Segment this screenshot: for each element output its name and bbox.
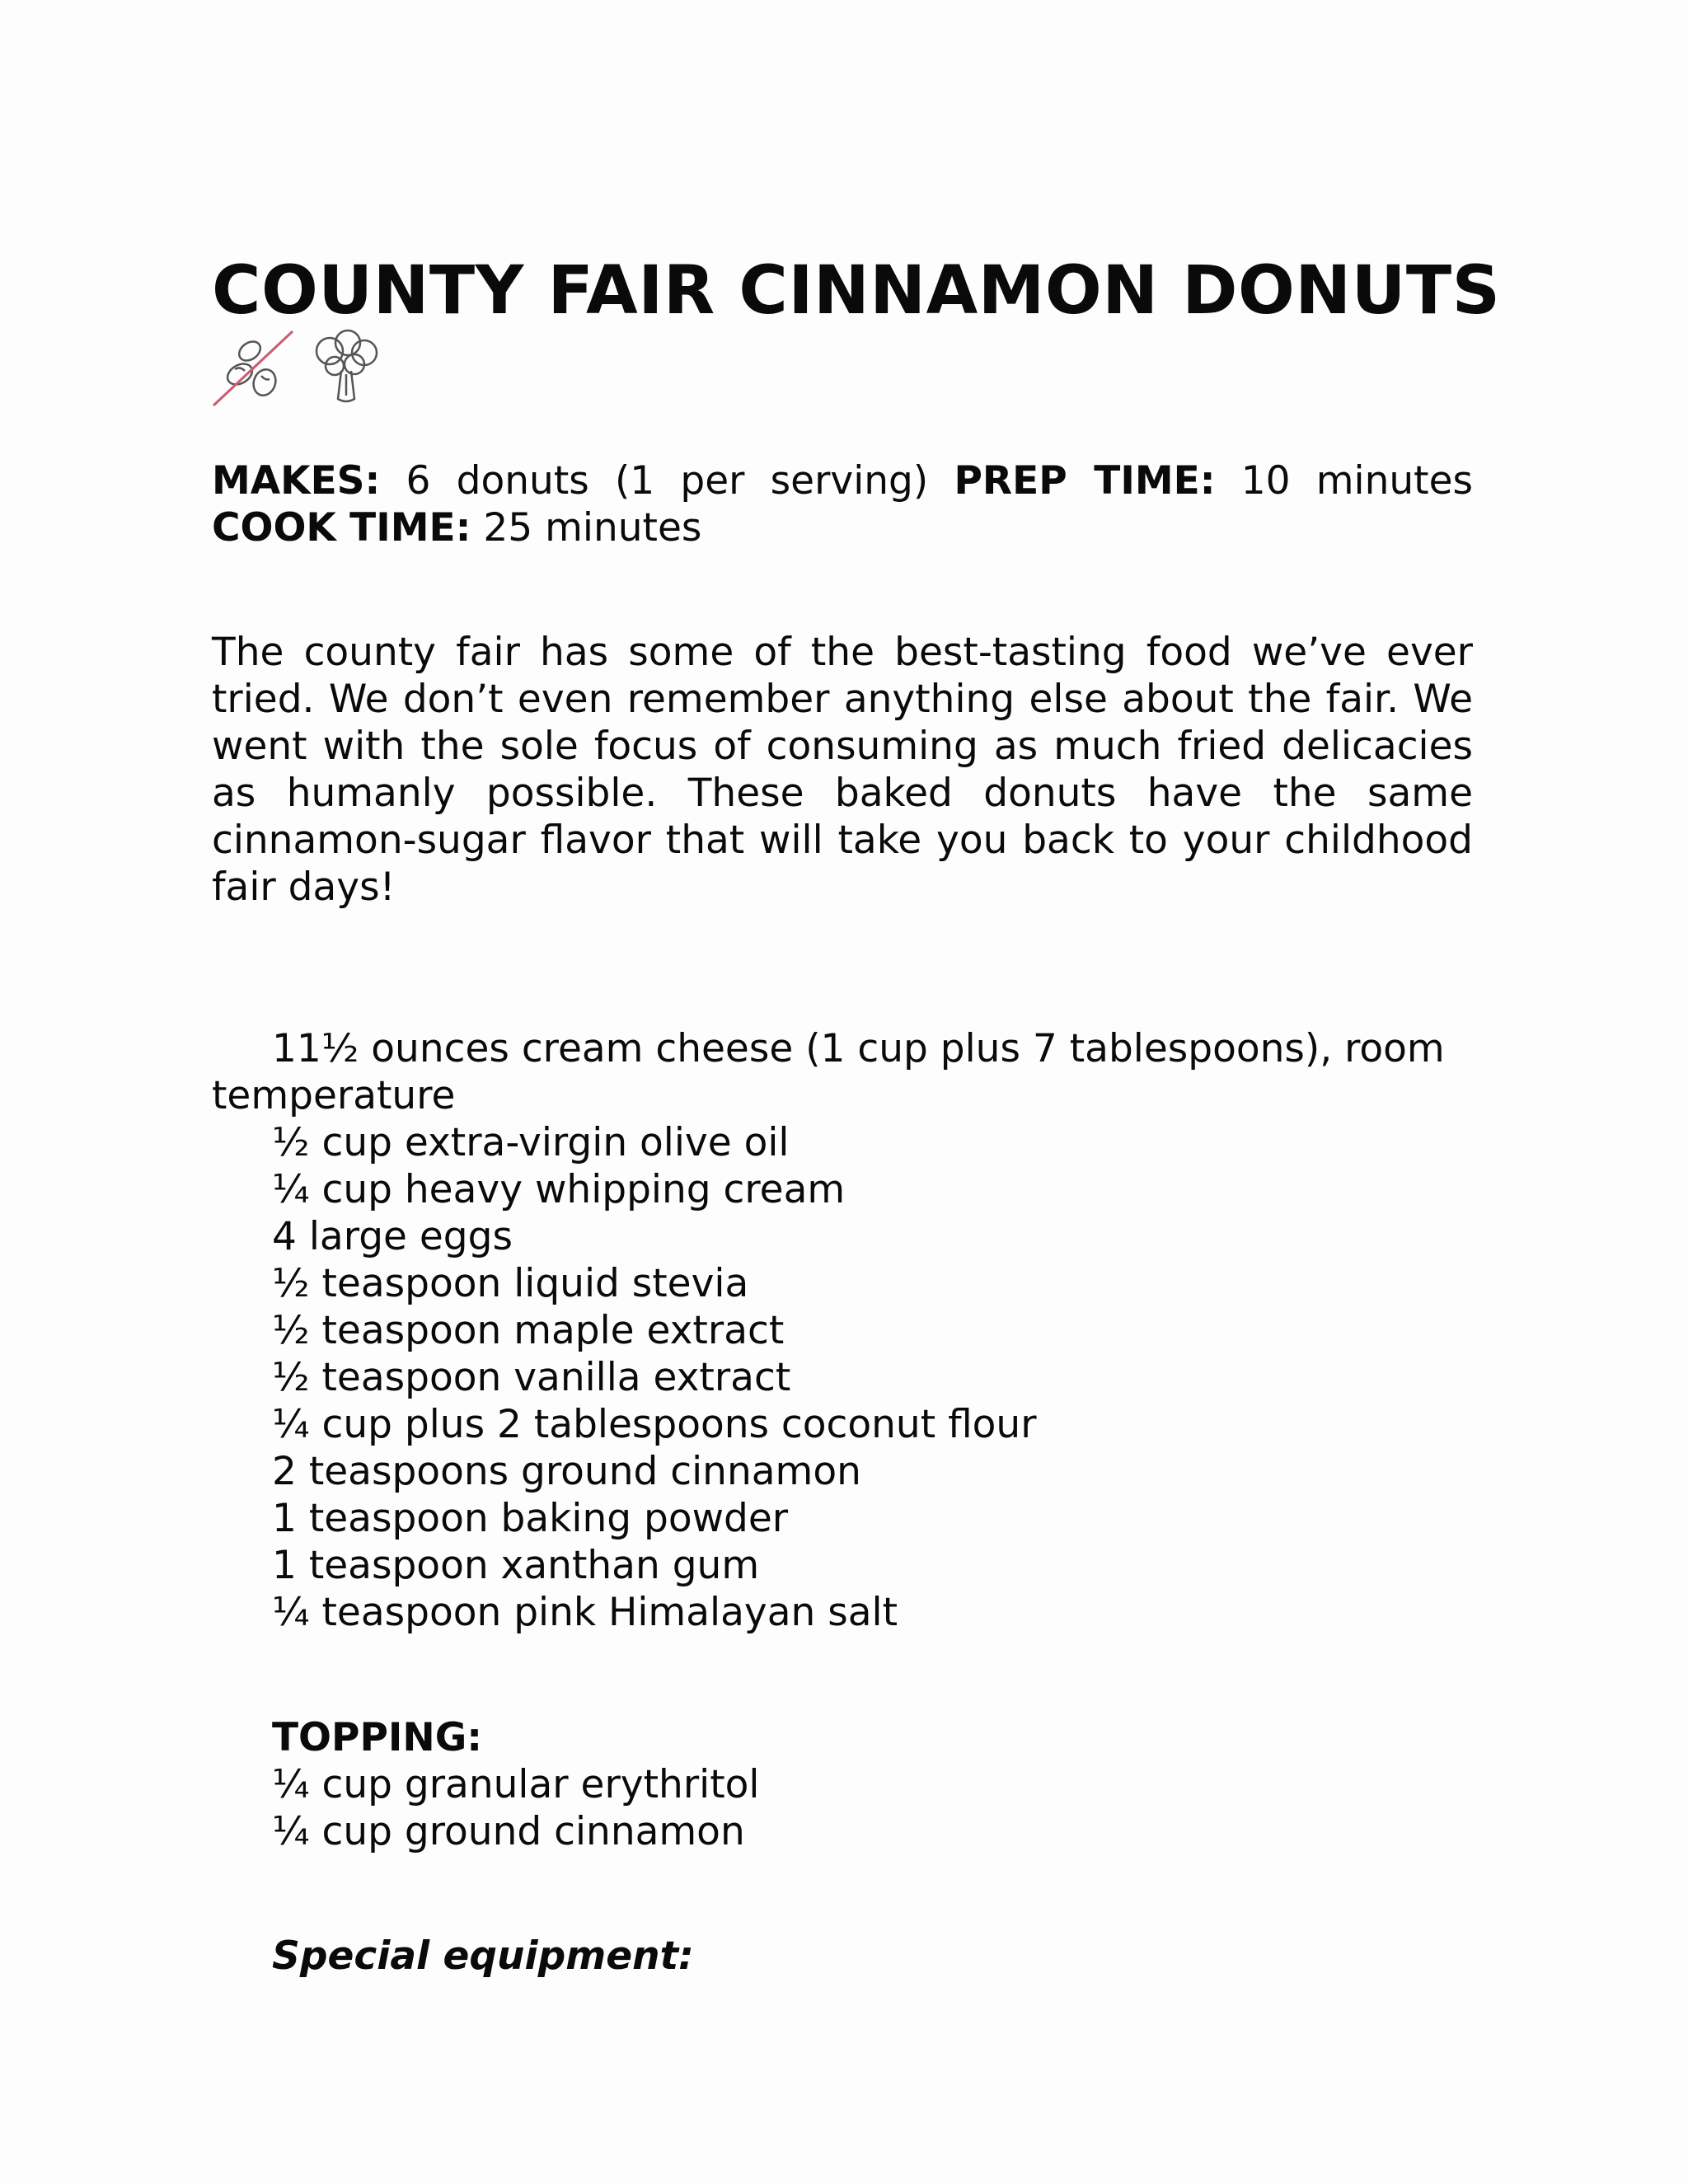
ingredient-item: 2 teaspoons ground cinnamon	[272, 1449, 861, 1494]
recipe-title: COUNTY FAIR CINNAMON DONUTS	[212, 252, 1501, 330]
ingredient-item: ¼ cup plus 2 tablespoons coconut flour	[272, 1402, 1037, 1447]
cook-time-label: COOK TIME:	[212, 505, 471, 551]
ingredient-item: ½ teaspoon maple extract	[272, 1308, 785, 1353]
ingredient-item: ¼ teaspoon pink Himalayan salt	[272, 1590, 898, 1635]
topping-section	[212, 1714, 1473, 1855]
makes-value: 6 donuts (1 per serving)	[406, 458, 929, 504]
topping-item: ¼ cup ground cinnamon	[272, 1809, 745, 1854]
makes-label: MAKES:	[212, 458, 381, 504]
ingredient-item: ½ cup extra-virgin olive oil	[272, 1120, 790, 1165]
dietary-icons	[210, 326, 383, 417]
prep-time-label: PREP TIME:	[954, 458, 1216, 504]
topping-heading: TOPPING:	[272, 1715, 483, 1760]
recipe-meta	[212, 457, 1473, 551]
vegetable-icon	[305, 326, 387, 409]
ingredients-list	[212, 1025, 1473, 1636]
ingredient-item: 1 teaspoon baking powder	[272, 1496, 789, 1541]
ingredient-item: ½ teaspoon vanilla extract	[272, 1355, 791, 1400]
ingredient-item: ½ teaspoon liquid stevia	[272, 1261, 749, 1306]
prep-time-value: 10 minutes	[1240, 458, 1473, 504]
ingredient-item: 1 teaspoon xanthan gum	[272, 1543, 760, 1588]
special-equipment-heading: Special equipment:	[272, 1933, 694, 1979]
cook-time-value: 25 minutes	[483, 505, 702, 551]
topping-item: ¼ cup granular erythritol	[272, 1762, 760, 1807]
recipe-intro: The county fair has some of the best-tasting food we’ve ever tried. We don’t even remember anything else about the fair. We went with the sole focus of consuming as much fried delicacies as humanly possible. These baked donuts have the same cinnamon-sugar flavor that will take you back to your childhood fair days!	[212, 630, 1473, 910]
ingredient-item: 4 large eggs	[272, 1214, 513, 1259]
no-nuts-icon	[210, 326, 297, 413]
ingredient-item: ¼ cup heavy whipping cream	[272, 1167, 846, 1212]
ingredient-item: 11½ ounces cream cheese (1 cup plus 7 tablespoons), room temperature	[212, 1026, 1445, 1118]
